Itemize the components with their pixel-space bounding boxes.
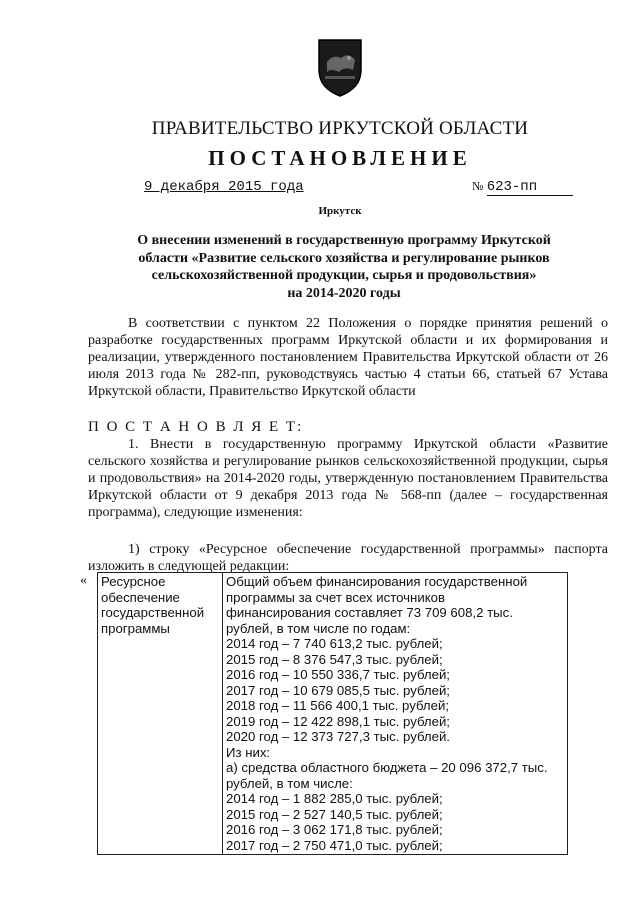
city: Иркутск bbox=[318, 205, 362, 217]
value-line: финансирования составляет 73 709 608,2 тыс. bbox=[226, 605, 513, 620]
item-1-section bbox=[88, 436, 608, 521]
resource-table bbox=[97, 572, 568, 855]
subject-line: сельскохозяйственной продукции, сырья и продовольствия» bbox=[151, 268, 537, 283]
table-row bbox=[98, 573, 568, 855]
row-label-cell bbox=[98, 573, 223, 855]
item-1-1-paragraph: 1) строку «Ресурсное обеспечение государственной программы» паспорта изложить в следующей редакции: bbox=[88, 542, 608, 574]
value-line: рублей, в том числе по годам: bbox=[226, 620, 411, 636]
document-subject bbox=[112, 232, 576, 302]
label-line: Ресурсное bbox=[101, 574, 166, 589]
value-line: 2014 год – 1 882 285,0 тыс. рублей; bbox=[226, 791, 443, 806]
value-line: 2015 год – 8 376 547,3 тыс. рублей; bbox=[226, 651, 443, 667]
value-line: 2020 год – 12 373 727,3 тыс. рублей. bbox=[226, 729, 450, 744]
value-line: 2014 год – 7 740 613,2 тыс. рублей; bbox=[226, 636, 443, 651]
document-date: 9 декабря 2015 года bbox=[144, 179, 304, 195]
item-1-paragraph: 1. Внести в государственную программу Иркутской области «Развитие сельского хозяйства и регулирование рынков сельскохозяйственной продукции, сырья и продовольствия» на 2014-2020 годы, утвержденную постановлением Правительства Иркутской области от 9 декабря 2013 года № 568-пп (далее – государственная программа), следующие изменения: bbox=[88, 437, 608, 520]
value-line: 2017 год – 10 679 085,5 тыс. рублей; bbox=[226, 682, 450, 698]
preamble-paragraph: В соответствии с пунктом 22 Положения о порядке принятия решений о разработке государственных программ Иркутской области и их формирования и реализации, утвержденного постановлением Правительства Иркутской области от 26 июля 2013 года № 282-пп, руководствуясь частью 4 статьи 66, статьей 67 Устава Иркутской области, Правительство Иркутской области bbox=[88, 316, 608, 399]
item-1-1-section bbox=[88, 541, 608, 575]
value-line: Из них: bbox=[226, 744, 271, 760]
value-line: рублей, в том числе: bbox=[226, 775, 353, 791]
value-line: 2016 год – 10 550 336,7 тыс. рублей; bbox=[226, 667, 450, 682]
label-line: обеспечение bbox=[101, 589, 180, 605]
document-type: ПОСТАНОВЛЕНИЕ bbox=[208, 146, 472, 170]
value-line: программы за счет всех источников bbox=[226, 589, 445, 605]
document-number-block bbox=[472, 178, 573, 196]
value-line: 2015 год – 2 527 140,5 тыс. рублей; bbox=[226, 806, 443, 822]
value-line: 2018 год – 11 566 400,1 тыс. рублей; bbox=[226, 698, 449, 713]
coat-of-arms-emblem bbox=[315, 36, 365, 98]
preamble-section bbox=[88, 315, 608, 400]
value-line: 2016 год – 3 062 171,8 тыс. рублей; bbox=[226, 822, 443, 837]
value-line: 2017 год – 2 750 471,0 тыс. рублей; bbox=[226, 837, 443, 853]
value-line: а) средства областного бюджета – 20 096 372,7 тыс. bbox=[226, 760, 548, 775]
label-line: государственной bbox=[101, 605, 205, 620]
organization-name: ПРАВИТЕЛЬСТВО ИРКУТСКОЙ ОБЛАСТИ bbox=[151, 118, 529, 139]
row-value-cell bbox=[223, 573, 568, 855]
value-line: Общий объем финансирования государственной bbox=[226, 574, 528, 589]
subject-line: области «Развитие сельского хозяйства и регулирование рынков bbox=[138, 250, 550, 266]
document-number: 623-пп bbox=[487, 179, 573, 196]
opening-quote-mark: « bbox=[80, 573, 87, 588]
value-line: 2019 год – 12 422 898,1 тыс. рублей; bbox=[226, 713, 450, 729]
subject-line: О внесении изменений в государственную программу Иркутской bbox=[137, 233, 551, 248]
decree-word: П О С Т А Н О В Л Я Е Т: bbox=[88, 419, 304, 435]
subject-line: на 2014-2020 годы bbox=[287, 285, 401, 301]
number-label: № bbox=[472, 179, 484, 193]
label-line: программы bbox=[101, 620, 170, 636]
